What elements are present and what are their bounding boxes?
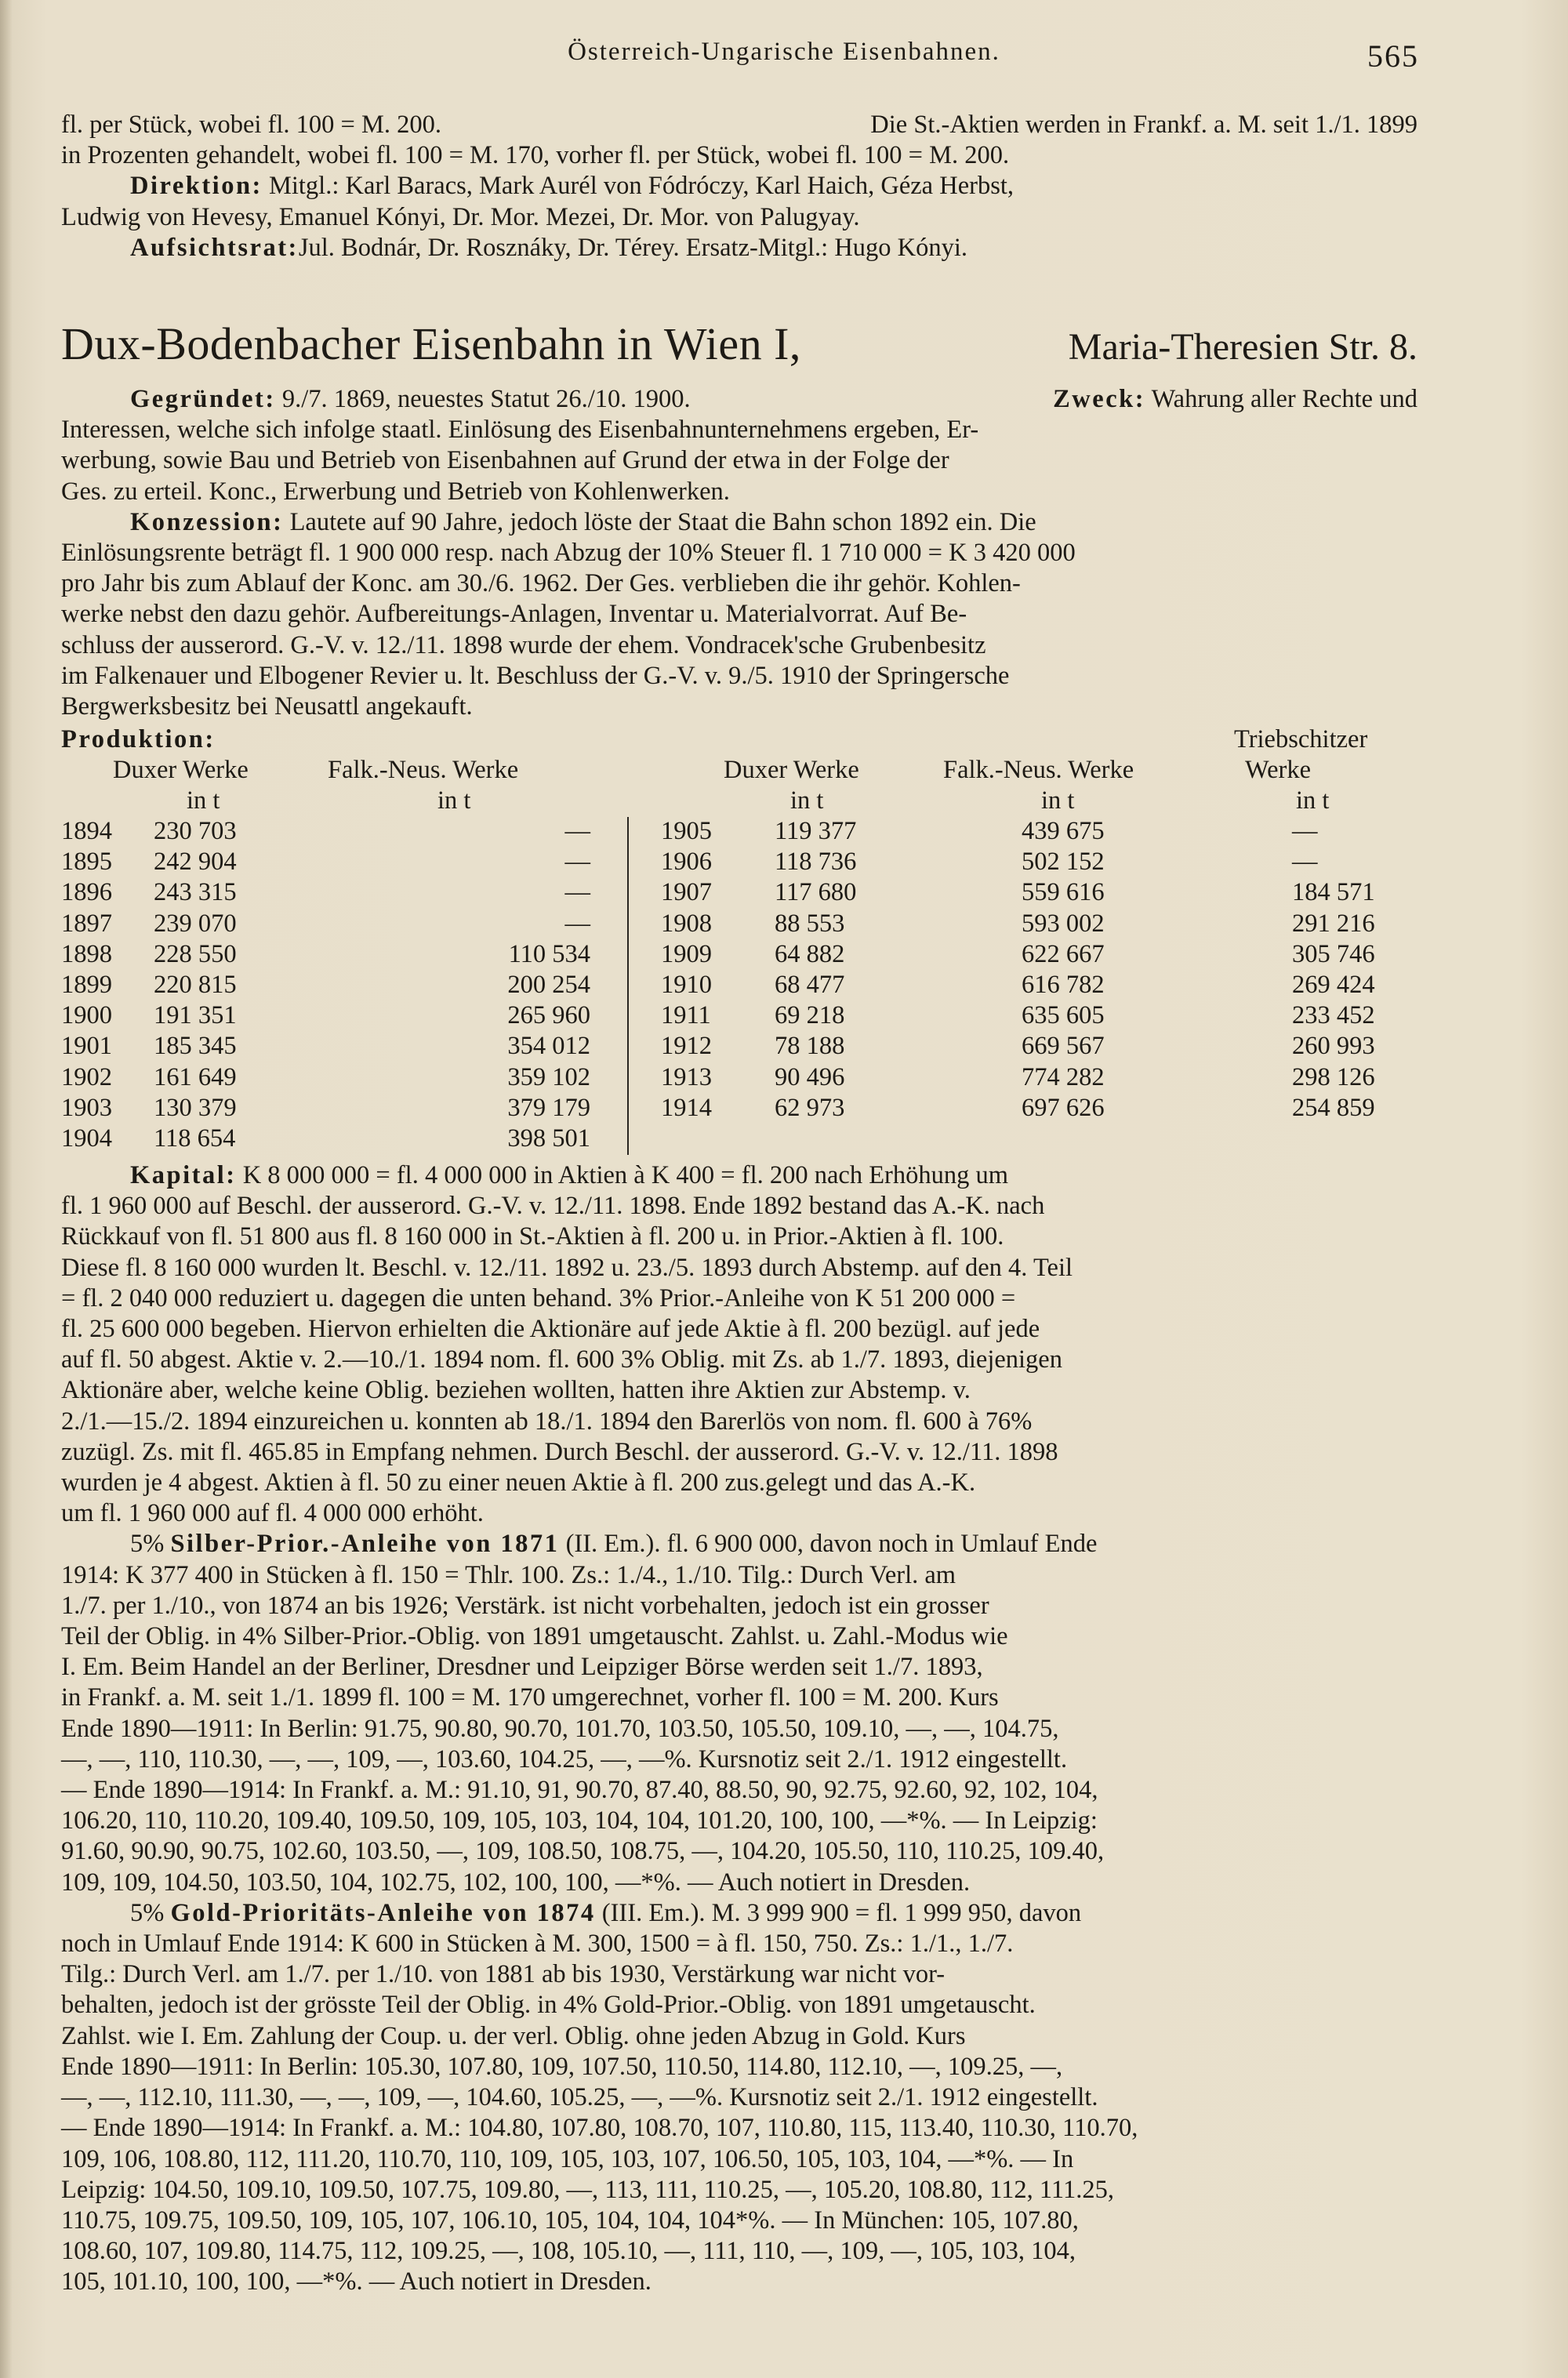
text-segment: 2./1.—15./2. 1894 einzureichen u. konnten ab 18./1. 1894 den Barerlös von nom. fl. 600 à 76%: [61, 1407, 1033, 1436]
table-row: [61, 1063, 1421, 1094]
falk-cell: 593 002: [1022, 909, 1105, 938]
text-line: [61, 445, 1417, 476]
text-line: [61, 2113, 1417, 2144]
silber-rate: 5%: [130, 1530, 165, 1559]
zweck-line: werbung, sowie Bau und Betrieb von Eisenbahnen auf Grund der etwa in der Folge der: [61, 446, 949, 475]
year-cell: 1901: [61, 1032, 112, 1061]
year-cell: 1905: [661, 817, 712, 845]
table-row: [61, 817, 1421, 848]
text-segment: Aktionäre aber, welche keine Oblig. beziehen wollten, hatten ihre Aktien zur Abstemp. v.: [61, 1376, 971, 1405]
silber-lines: [61, 1560, 1417, 1898]
text-segment: 110.75, 109.75, 109.50, 109, 105, 107, 106.10, 105, 104, 104, 104*%. — In München: 105, 107.80,: [61, 2206, 1079, 2235]
text-segment: = fl. 2 040 000 reduziert u. dagegen die unten behand. 3% Prior.-Anleihe von K 51 200 000 =: [61, 1283, 1016, 1312]
zweck-line: Interessen, welche sich infolge staatl. Einlösung des Eisenbahnunternehmens ergeben, Er-: [61, 416, 979, 445]
text-segment: zuzügl. Zs. mit fl. 465.85 in Empfang nehmen. Durch Beschl. der ausserord. G.-V. v. 12./11. 1898: [61, 1437, 1058, 1466]
falk-cell: 616 782: [1022, 970, 1105, 999]
entry-intro: [61, 384, 1417, 722]
unit-label: in t: [790, 786, 824, 815]
text-line: [61, 1959, 1417, 1990]
text-line: [61, 2267, 1417, 2297]
year-cell: 1902: [61, 1062, 112, 1091]
duxer-cell: 239 070: [154, 909, 237, 938]
table-row: [61, 1001, 1421, 1032]
konzession-line: im Falkenauer und Elbogener Revier u. lt. Beschluss der G.-V. v. 9./5. 1910 der Springersche: [61, 661, 1010, 690]
falk-cell: —: [564, 878, 590, 907]
falk-cell: 379 179: [507, 1093, 590, 1122]
konzession-text: Lautete auf 90 Jahre, jedoch löste der Staat die Bahn schon 1892 ein. Die: [289, 507, 1036, 536]
falk-cell: —: [564, 817, 590, 845]
col-triebschitzer-werke: Werke: [1245, 756, 1311, 784]
triebschitzer-cell: —: [1292, 817, 1318, 845]
text-segment: 105, 101.10, 100, 100, —*%. — Auch notiert in Dresden.: [61, 2267, 652, 2296]
text-segment: — Ende 1890—1914: In Frankf. a. M.: 91.10, 91, 90.70, 87.40, 88.50, 90, 92.75, 92.60, 92, 102, 104,: [61, 1776, 1098, 1805]
text-line: [61, 661, 1417, 692]
text-line: [61, 202, 1417, 233]
text-line: [61, 1683, 1417, 1713]
table-row: [61, 909, 1421, 940]
falk-cell: 635 605: [1022, 1001, 1105, 1030]
triebschitzer-cell: 184 571: [1292, 878, 1375, 907]
gegruendet-line: [61, 384, 1417, 415]
zweck-line: Ges. zu erteil. Konc., Erwerbung und Betrieb von Kohlenwerken.: [61, 477, 730, 506]
text-line: [61, 1437, 1417, 1468]
kapital-text: K 8 000 000 = fl. 4 000 000 in Aktien à K 400 = fl. 200 nach Erhöhung um: [242, 1161, 1009, 1189]
falk-cell: 398 501: [507, 1124, 590, 1153]
year-cell: 1895: [61, 848, 112, 877]
produktion-header-2: [61, 756, 1421, 786]
text-segment: Teil der Oblig. in 4% Silber-Prior.-Oblig. von 1891 umgetauscht. Zahlst. u. Zahl.-Modus wie: [61, 1622, 1008, 1651]
text-segment: 1914: K 377 400 in Stücken à fl. 150 = Thlr. 100. Zs.: 1./4., 1./10. Tilg.: Durch Verl. am: [61, 1560, 956, 1589]
konzession-line: schluss der ausserord. G.-V. v. 12./11. 1898 wurde der ehem. Vondracek'sche Grubenbesitz: [61, 630, 986, 659]
text-line: [61, 1775, 1417, 1806]
text-line: [61, 1253, 1417, 1283]
kapital-lines: [61, 1191, 1417, 1529]
year-cell: 1894: [61, 817, 112, 845]
direktion-label: Direktion:: [130, 172, 263, 201]
text-line: [61, 1314, 1417, 1345]
produktion-header-units: [61, 786, 1421, 817]
produktion-header-1: [61, 725, 1421, 756]
text-line: [61, 1990, 1417, 2020]
duxer-cell: 191 351: [154, 1001, 237, 1030]
konzession-label: Konzession:: [130, 507, 284, 536]
text-segment: um fl. 1 960 000 auf fl. 4 000 000 erhöht.: [61, 1499, 484, 1528]
company-address: Maria-Theresien Str. 8.: [1068, 326, 1417, 368]
text-segment: in Frankf. a. M. seit 1./1. 1899 fl. 100 = M. 170 umgerechnet, vorher fl. 100 = M. 200. Kurs: [61, 1683, 999, 1712]
text-line: [61, 1345, 1417, 1375]
duxer-cell: 243 315: [154, 878, 237, 907]
year-cell: 1909: [661, 939, 712, 968]
table-row: [61, 878, 1421, 909]
text-line: [61, 140, 1417, 171]
text-segment: 109, 109, 104.50, 103.50, 104, 102.75, 102, 100, 100, —*%. — Auch notiert in Dresden.: [61, 1868, 971, 1897]
text-line: [61, 2052, 1417, 2082]
text-line: [61, 110, 1417, 140]
duxer-cell: 117 680: [775, 878, 857, 907]
text-segment: noch in Umlauf Ende 1914: K 600 in Stücken à M. 300, 1500 = à fl. 150, 750. Zs.: 1./1., 1./7.: [61, 1930, 1014, 1959]
text-segment: Rückkauf von fl. 51 800 aus fl. 8 160 000 in St.-Aktien à fl. 200 u. in Prior.-Aktien à fl. 100.: [61, 1222, 1004, 1251]
falk-cell: 359 102: [507, 1062, 590, 1091]
text-line: [61, 1806, 1417, 1836]
text-line: [61, 1621, 1417, 1652]
text-line: [61, 2236, 1417, 2267]
text-segment: I. Em. Beim Handel an der Berliner, Dresdner und Leipziger Börse werden seit 1./7. 1893,: [61, 1653, 983, 1682]
text-line: [61, 415, 1417, 445]
falk-cell: —: [564, 848, 590, 877]
year-cell: 1911: [661, 1001, 711, 1030]
triebschitzer-cell: 305 746: [1292, 939, 1375, 968]
text-line: [61, 1407, 1417, 1437]
text-line: [61, 1868, 1417, 1898]
text-line: [61, 538, 1417, 568]
text-line: [61, 630, 1417, 661]
text-segment: in Prozenten gehandelt, wobei fl. 100 = M. 170, vorher fl. per Stück, wobei fl. 100 = M. 200.: [61, 141, 1010, 170]
text-line: [61, 2144, 1417, 2175]
duxer-cell: 130 379: [154, 1093, 237, 1122]
text-segment: 1./7. per 1./10., von 1874 an bis 1926; Verstärk. ist nicht vorbehalten, jedoch ist ein grosser: [61, 1591, 989, 1620]
text-line: [61, 2175, 1417, 2206]
falk-cell: 110 534: [508, 939, 590, 968]
gegruendet-text: 9./7. 1869, neuestes Statut 26./10. 1900.: [281, 385, 691, 413]
duxer-cell: 90 496: [775, 1062, 845, 1091]
text-line: [61, 1498, 1417, 1529]
zweck-label: Zweck:: [1053, 385, 1146, 413]
gold-line: [61, 1898, 1417, 1929]
year-cell: 1910: [661, 970, 712, 999]
text-segment: 106.20, 110, 110.20, 109.40, 109.50, 109, 105, 103, 104, 104, 101.20, 100, 100, —*%. — In Leipzig:: [61, 1806, 1098, 1835]
year-cell: 1896: [61, 878, 112, 907]
col-duxer-werke: Duxer Werke: [113, 756, 249, 784]
company-title: Dux-Bodenbacher Eisenbahn in Wien I,: [61, 318, 801, 369]
konzession-line: werke nebst den dazu gehör. Aufbereitungs-Anlagen, Inventar u. Materialvorrat. Auf Be-: [61, 600, 967, 629]
page-header: [0, 38, 1568, 85]
konzession-line: Bergwerksbesitz bei Neusattl angekauft.: [61, 692, 473, 721]
duxer-cell: 230 703: [154, 817, 237, 845]
year-cell: 1897: [61, 909, 112, 938]
unit-label: in t: [1041, 786, 1075, 815]
kapital-and-loans: [61, 1160, 1417, 2298]
aufsichtsrat-line: [61, 233, 1417, 263]
text-segment: Ende 1890—1911: In Berlin: 105.30, 107.80, 109, 107.50, 110.50, 114.80, 112.10, —, 109.25, —,: [61, 2052, 1063, 2081]
table-row: [61, 1124, 1421, 1155]
falk-cell: 669 567: [1022, 1032, 1105, 1061]
falk-cell: 697 626: [1022, 1093, 1105, 1122]
duxer-cell: 62 973: [775, 1093, 845, 1122]
year-cell: 1904: [61, 1124, 112, 1153]
scan-edge-shadow: [0, 0, 13, 2378]
unit-label: in t: [187, 786, 220, 815]
text-segment: —, —, 112.10, 111.30, —, —, 109, —, 104.60, 105.25, —, —%. Kursnotiz seit 2./1. 1912 eingestellt.: [61, 2083, 1098, 2112]
aufsichtsrat-text: Jul. Bodnár, Dr. Rosznáky, Dr. Térey. Ersatz-Mitgl.: Hugo Kónyi.: [298, 233, 968, 262]
year-cell: 1898: [61, 939, 112, 968]
year-cell: 1907: [661, 878, 712, 907]
gegruendet-label: Gegründet:: [130, 385, 276, 413]
text-segment: —, —, 110, 110.30, —, —, 109, —, 103.60, 104.25, —, —%. Kursnotiz seit 2./1. 1912 eingestellt.: [61, 1744, 1068, 1774]
text-line: [61, 1283, 1417, 1314]
year-cell: 1900: [61, 1001, 112, 1030]
entry-heading: [61, 318, 1417, 370]
text-line: [61, 568, 1417, 599]
silber-label: Silber-Prior.-Anleihe von 1871: [170, 1530, 560, 1559]
triebschitzer-cell: —: [1292, 848, 1318, 877]
text-line: [61, 2021, 1417, 2052]
year-cell: 1899: [61, 970, 112, 999]
text-line: [61, 1468, 1417, 1498]
text-segment: 109, 106, 108.80, 112, 111.20, 110.70, 110, 109, 105, 103, 107, 106.50, 105, 103, 104, —*%. — In: [61, 2144, 1074, 2173]
text-segment: Diese fl. 8 160 000 wurden lt. Beschl. v. 12./11. 1892 u. 23./5. 1893 durch Abstemp. auf den 4. Teil: [61, 1253, 1073, 1282]
duxer-cell: 88 553: [775, 909, 845, 938]
gold-rate: 5%: [130, 1898, 165, 1927]
triebschitzer-cell: 269 424: [1292, 970, 1375, 999]
duxer-cell: 118 736: [775, 848, 857, 877]
text-line: [61, 1560, 1417, 1591]
col-falk-neus-werke-2: Falk.-Neus. Werke: [943, 756, 1134, 784]
table-row: [61, 1032, 1421, 1062]
text-line: [61, 1714, 1417, 1744]
konzession-line: Einlösungsrente beträgt fl. 1 900 000 resp. nach Abzug der 10% Steuer fl. 1 710 000 = K 3 420 000: [61, 539, 1076, 568]
triebschitzer-cell: 291 216: [1292, 909, 1375, 938]
konzession-line: pro Jahr bis zum Ablauf der Konc. am 30./6. 1962. Der Ges. verblieben die ihr gehör. Kohlen-: [61, 569, 1021, 598]
text-line: [61, 1929, 1417, 1959]
direktion-line: [61, 171, 1417, 201]
table-row: [61, 1094, 1421, 1124]
text-segment: Ende 1890—1911: In Berlin: 91.75, 90.80, 90.70, 101.70, 103.50, 105.50, 109.10, —, —, 104.75,: [61, 1714, 1059, 1743]
duxer-cell: 69 218: [775, 1001, 845, 1030]
text-line: [61, 1591, 1417, 1621]
text-segment: Tilg.: Durch Verl. am 1./7. per 1./10. von 1881 ab bis 1930, Verstärkung war nicht vor-: [61, 1960, 946, 1989]
unit-label: in t: [1296, 786, 1330, 815]
triebschitzer-cell: 298 126: [1292, 1062, 1375, 1091]
gold-text: (III. Em.). M. 3 999 900 = fl. 1 999 950, davon: [601, 1898, 1082, 1927]
text-segment: 108.60, 107, 109.80, 114.75, 112, 109.25, —, 108, 105.10, —, 111, 110, —, 109, —, 105, 103, 104,: [61, 2237, 1076, 2266]
triebschitzer-cell: 254 859: [1292, 1093, 1375, 1122]
year-cell: 1913: [661, 1062, 712, 1091]
falk-cell: 439 675: [1022, 817, 1105, 845]
col-falk-neus-werke: Falk.-Neus. Werke: [328, 756, 519, 784]
kapital-line: [61, 1160, 1417, 1191]
text-segment: fl. per Stück, wobei fl. 100 = M. 200.: [61, 111, 442, 139]
duxer-cell: 220 815: [154, 970, 237, 999]
duxer-cell: 161 649: [154, 1062, 237, 1091]
text-line: [61, 1222, 1417, 1252]
text-line: [61, 1375, 1417, 1406]
triebschitzer-cell: 260 993: [1292, 1032, 1375, 1061]
text-line: [61, 1652, 1417, 1683]
aufsichtsrat-label: Aufsichtsrat:: [130, 233, 299, 262]
konzession-line: [61, 507, 1417, 538]
unit-label: in t: [437, 786, 471, 815]
zweck-text: Wahrung aller Rechte und: [1151, 385, 1417, 413]
direktion-text-cont: Ludwig von Hevesy, Emanuel Kónyi, Dr. Mor. Mezei, Dr. Mor. von Palugyay.: [61, 202, 860, 231]
text-line: [61, 2082, 1417, 2113]
text-segment: — Ende 1890—1914: In Frankf. a. M.: 104.80, 107.80, 108.70, 107, 110.80, 115, 113.40, 110.30, 110.70,: [61, 2114, 1138, 2143]
direktion-text: Mitgl.: Karl Baracs, Mark Aurél von Fódróczy, Karl Haich, Géza Herbst,: [268, 172, 1014, 201]
duxer-cell: 228 550: [154, 939, 237, 968]
silber-text: (II. Em.). fl. 6 900 000, davon noch in Umlauf Ende: [565, 1530, 1098, 1559]
duxer-cell: 78 188: [775, 1032, 845, 1061]
text-line: [61, 692, 1417, 722]
year-cell: 1908: [661, 909, 712, 938]
text-line: [61, 1744, 1417, 1775]
silber-line: [61, 1529, 1417, 1559]
table-row: [61, 848, 1421, 878]
text-segment: Zahlst. wie I. Em. Zahlung der Coup. u. der verl. Oblig. ohne jeden Abzug in Gold. Kurs: [61, 2021, 966, 2050]
falk-cell: 200 254: [507, 970, 590, 999]
falk-cell: —: [564, 909, 590, 938]
page-number: 565: [1367, 38, 1419, 74]
running-title: Österreich-Ungarische Eisenbahnen.: [568, 38, 1000, 66]
text-line: [61, 2206, 1417, 2236]
kapital-label: Kapital:: [130, 1161, 237, 1189]
produktion-label: Produktion:: [61, 725, 216, 753]
col-duxer-werke-2: Duxer Werke: [724, 756, 859, 784]
table-row: [61, 971, 1421, 1001]
gold-lines: [61, 1929, 1417, 2297]
falk-cell: 502 152: [1022, 848, 1105, 877]
duxer-cell: 68 477: [775, 970, 845, 999]
falk-cell: 354 012: [507, 1032, 590, 1061]
text-line: [61, 599, 1417, 630]
duxer-cell: 119 377: [775, 817, 857, 845]
year-cell: 1906: [661, 848, 712, 877]
text-segment: Die St.-Aktien werden in Frankf. a. M. seit 1./1. 1899: [870, 111, 1417, 139]
falk-cell: 622 667: [1022, 939, 1105, 968]
text-segment: Leipzig: 104.50, 109.10, 109.50, 107.75, 109.80, —, 113, 111, 110.25, —, 105.20, 108.80, 112, 111.25,: [61, 2175, 1114, 2204]
gold-label: Gold-Prioritäts-Anleihe von 1874: [170, 1898, 596, 1927]
text-segment: wurden je 4 abgest. Aktien à fl. 50 zu einer neuen Aktie à fl. 200 zus.gelegt und das A.-K.: [61, 1469, 976, 1498]
year-cell: 1903: [61, 1093, 112, 1122]
falk-cell: 774 282: [1022, 1062, 1105, 1091]
text-segment: fl. 25 600 000 begeben. Hiervon erhielten die Aktionäre auf jede Aktie à fl. 200 bezügl. auf jede: [61, 1315, 1040, 1344]
table-row: [61, 940, 1421, 971]
triebschitzer-cell: 233 452: [1292, 1001, 1375, 1030]
text-line: [61, 1191, 1417, 1222]
duxer-cell: 185 345: [154, 1032, 237, 1061]
previous-entry-tail: [61, 110, 1417, 263]
year-cell: 1914: [661, 1093, 712, 1122]
duxer-cell: 118 654: [154, 1124, 236, 1153]
col-triebschitzer: Triebschitzer: [1234, 725, 1368, 753]
text-line: [61, 1836, 1417, 1867]
text-line: [61, 477, 1417, 507]
produktion-table: [61, 725, 1421, 1155]
text-segment: fl. 1 960 000 auf Beschl. der ausserord. G.-V. v. 12./11. 1898. Ende 1892 bestand das A.-K. nach: [61, 1192, 1045, 1221]
falk-cell: 559 616: [1022, 878, 1105, 907]
text-segment: 91.60, 90.90, 90.75, 102.60, 103.50, —, 109, 108.50, 108.75, —, 104.20, 105.50, 110, 110.25, 109.40,: [61, 1837, 1105, 1866]
year-cell: 1912: [661, 1032, 712, 1061]
duxer-cell: 242 904: [154, 848, 237, 877]
duxer-cell: 64 882: [775, 939, 845, 968]
falk-cell: 265 960: [507, 1001, 590, 1030]
text-segment: auf fl. 50 abgest. Aktie v. 2.—10./1. 1894 nom. fl. 600 3% Oblig. mit Zs. ab 1./7. 1893, diejenigen: [61, 1345, 1062, 1374]
text-segment: behalten, jedoch ist der grösste Teil der Oblig. in 4% Gold-Prior.-Oblig. von 1891 umgetauscht.: [61, 1991, 1036, 2020]
produktion-rows: [61, 817, 1421, 1155]
